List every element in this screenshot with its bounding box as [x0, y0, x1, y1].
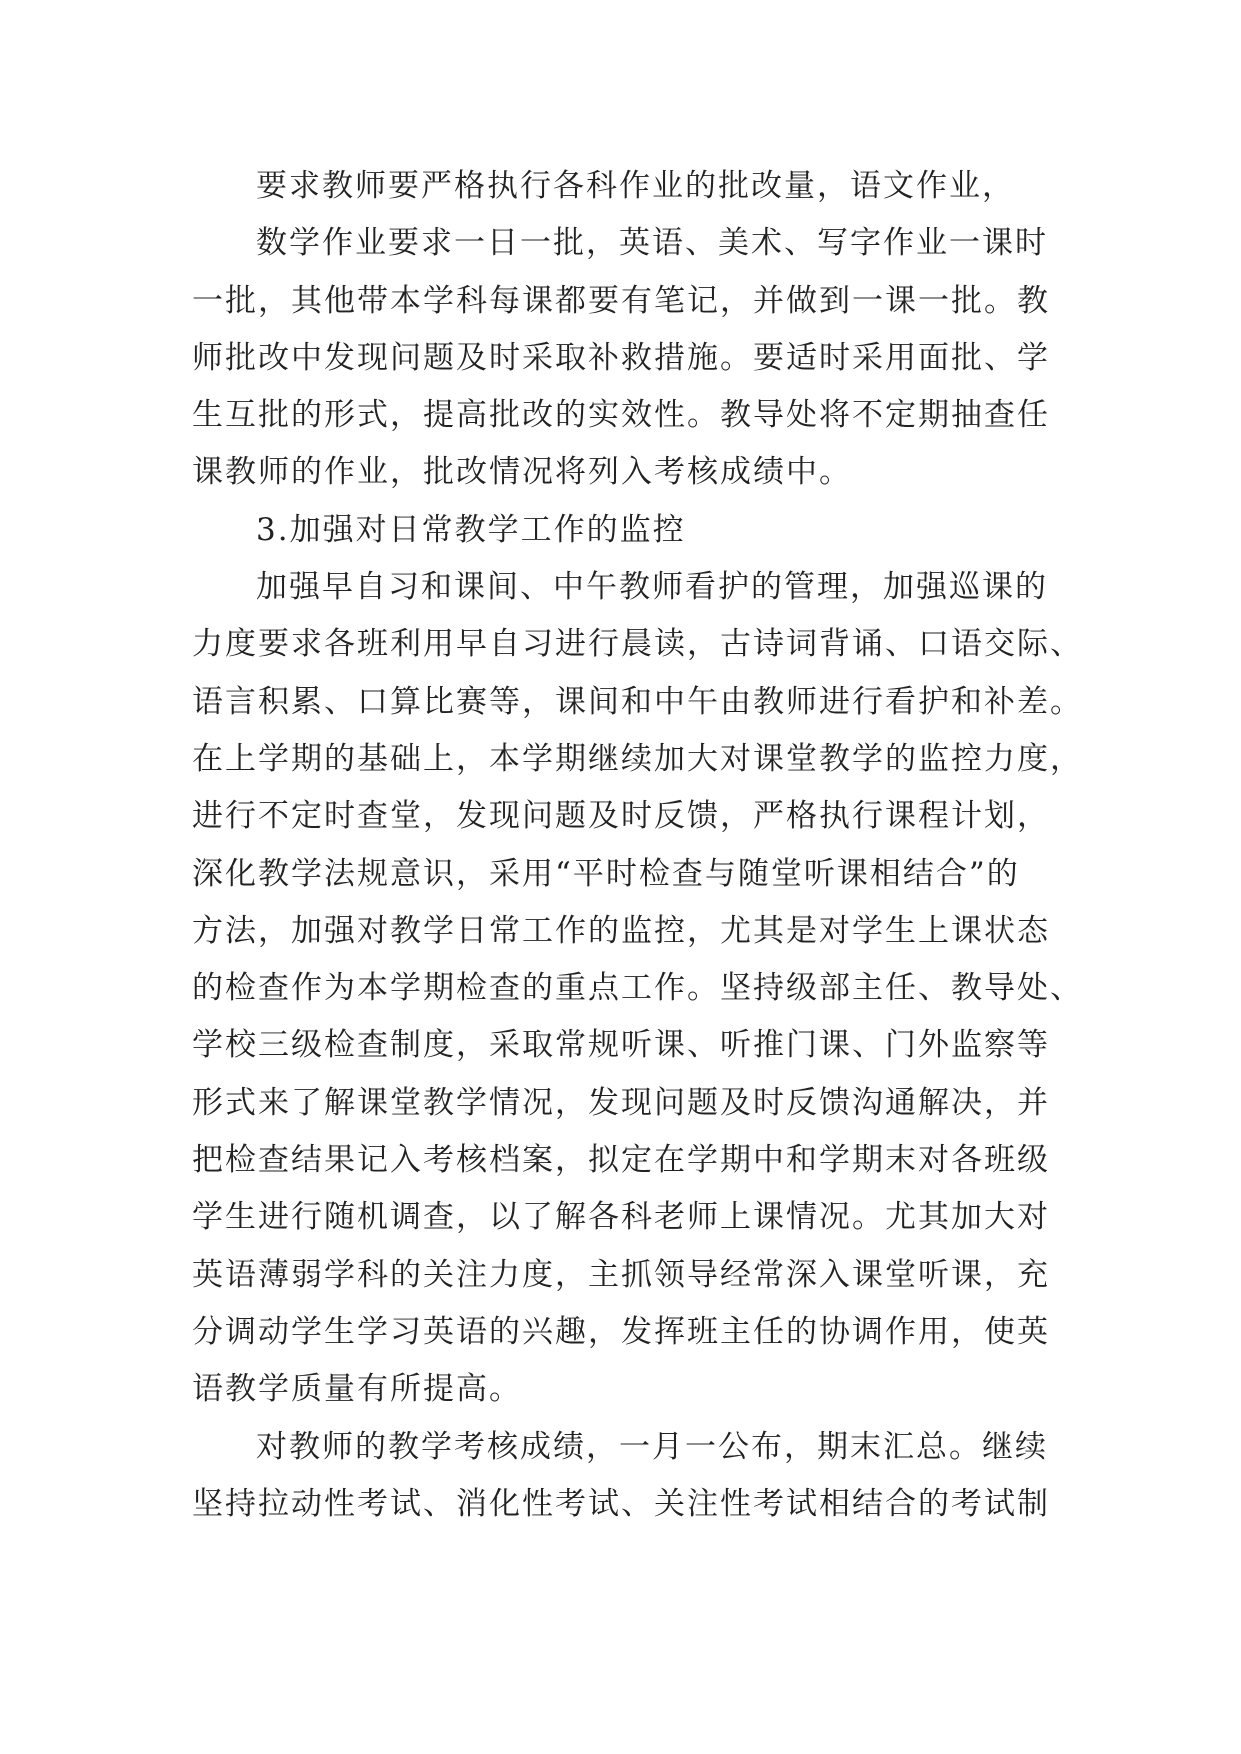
paragraph-line: 形式来了解课堂教学情况，发现问题及时反馈沟通解决，并 [192, 1084, 1050, 1121]
paragraph-line: 师批改中发现问题及时采取补救措施。要适时采用面批、学 [192, 339, 1050, 376]
paragraph-line: 课教师的作业，批改情况将列入考核成绩中。 [192, 454, 852, 491]
paragraph-line: 力度要求各班利用早自习进行晨读，古诗词背诵、口语交际、 [192, 626, 1083, 663]
paragraph-line: 把检查结果记入考核档案，拟定在学期中和学期末对各班级 [192, 1142, 1050, 1179]
paragraph-line: 深化教学法规意识，采用“平时检查与随堂听课相结合”的 [192, 855, 1020, 892]
paragraph-line: 一批，其他带本学科每课都要有笔记，并做到一课一批。教 [192, 282, 1050, 319]
paragraph-line: 要求教师要严格执行各科作业的批改量，语文作业， [256, 168, 1015, 204]
paragraph-line: 学校三级检查制度，采取常规听课、听推门课、门外监察等 [192, 1027, 1050, 1064]
paragraph-line: 生互批的形式，提高批改的实效性。教导处将不定期抽查任 [192, 397, 1050, 434]
paragraph-line: 进行不定时查堂，发现问题及时反馈，严格执行课程计划， [192, 798, 1050, 835]
paragraph-line: 加强早自习和课间、中午教师看护的管理，加强巡课的 [256, 569, 1048, 606]
paragraph-line: 的检查作为本学期检查的重点工作。坚持级部主任、教导处、 [192, 970, 1083, 1007]
section-heading: 3.加强对日常教学工作的监控 [256, 511, 686, 548]
paragraph-line: 学生进行随机调查，以了解各科老师上课情况。尤其加大对 [192, 1199, 1050, 1236]
paragraph-line: 语教学质量有所提高。 [192, 1371, 522, 1408]
paragraph-line: 数学作业要求一日一批，英语、美术、写字作业一课时 [256, 225, 1048, 262]
paragraph-line: 坚持拉动性考试、消化性考试、关注性考试相结合的考试制 [192, 1485, 1050, 1522]
paragraph-line: 语言积累、口算比赛等，课间和中午由教师进行看护和补差。 [192, 683, 1083, 720]
paragraph-line: 方法，加强对教学日常工作的监控，尤其是对学生上课状态 [192, 912, 1050, 949]
paragraph-line: 英语薄弱学科的关注力度，主抓领导经常深入课堂听课，充 [192, 1256, 1050, 1293]
document-body [192, 158, 1083, 1533]
paragraph-line: 对教师的教学考核成绩，一月一公布，期末汇总。继续 [256, 1428, 1048, 1465]
paragraph-line: 分调动学生学习英语的兴趣，发挥班主任的协调作用，使英 [192, 1313, 1050, 1350]
paragraph-line: 在上学期的基础上，本学期继续加大对课堂教学的监控力度， [192, 740, 1083, 777]
